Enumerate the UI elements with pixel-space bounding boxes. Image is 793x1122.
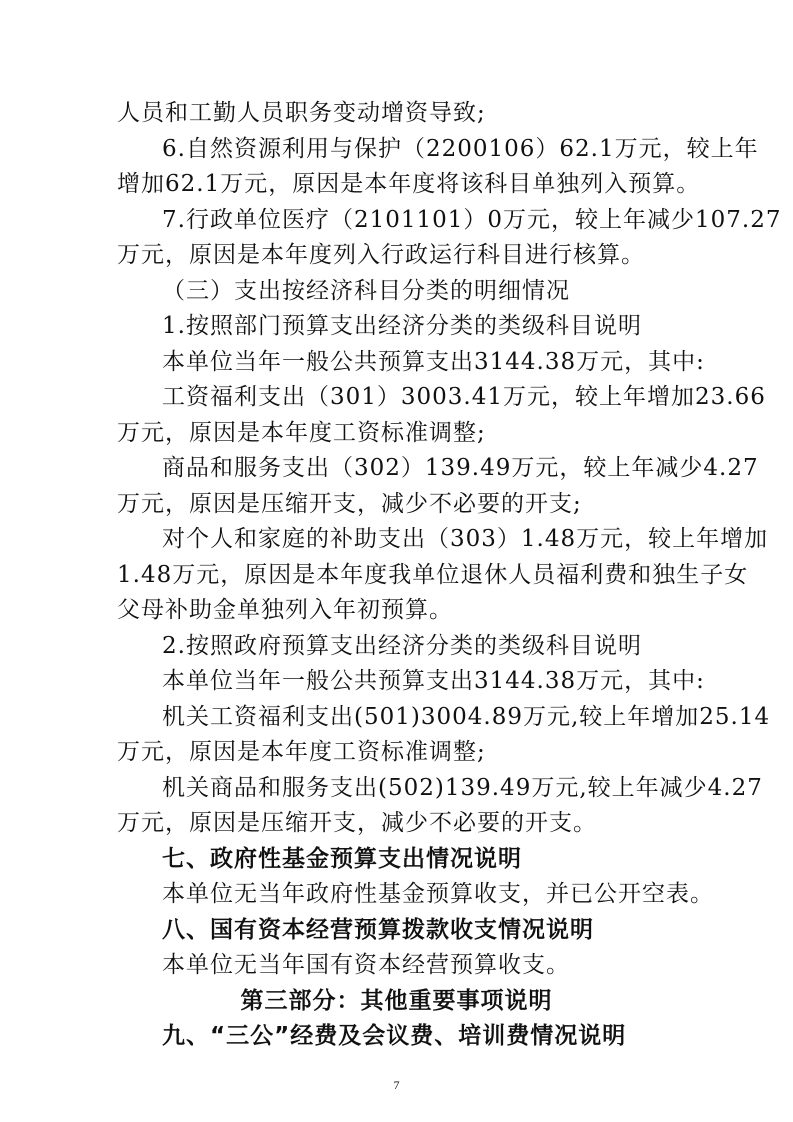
body-line: 本单位当年一般公共预算支出3144.38万元，其中: (162, 349, 705, 375)
body-line: 万元，原因是本年度工资标准调整; (117, 739, 486, 765)
body-line: 万元，原因是压缩开支，减少不必要的开支。 (117, 810, 597, 836)
body-line: 1.按照部门预算支出经济分类的类级科目说明 (162, 313, 642, 339)
body-line: 人员和工勤人员职务变动增资导致; (117, 100, 486, 126)
body-line: 7.行政单位医疗（2101101）0万元，较上年减少107.27 (162, 207, 782, 233)
body-line: 本单位无当年政府性基金预算收支，并已公开空表。 (162, 881, 714, 907)
section-heading: 八、国有资本经营预算拨款收支情况说明 (162, 917, 594, 943)
body-line: 对个人和家庭的补助支出（303）1.48万元，较上年增加 (162, 526, 769, 552)
body-line: 万元，原因是本年度列入行政运行科目进行核算。 (117, 242, 645, 268)
part-heading: 第三部分：其他重要事项说明 (240, 988, 553, 1014)
body-line: 父母补助金单独列入年初预算。 (117, 597, 453, 623)
section-heading: 七、政府性基金预算支出情况说明 (162, 846, 522, 872)
body-line: 增加62.1万元，原因是本年度将该科目单独列入预算。 (117, 171, 701, 197)
body-line: 机关工资福利支出(501)3004.89万元,较上年增加25.14 (162, 704, 771, 730)
page-number: 7 (393, 1078, 400, 1092)
body-line: 本单位无当年国有资本经营预算收支。 (162, 952, 570, 978)
body-line: 万元，原因是本年度工资标准调整; (117, 420, 486, 446)
body-line: 本单位当年一般公共预算支出3144.38万元，其中: (162, 668, 705, 694)
body-line: 1.48万元，原因是本年度我单位退休人员福利费和独生子女 (117, 562, 749, 588)
body-line: 万元，原因是压缩开支，减少不必要的开支; (117, 491, 582, 517)
body-line: 工资福利支出（301）3003.41万元，较上年增加23.66 (162, 384, 766, 410)
body-line: 6.自然资源利用与保护（2200106）62.1万元，较上年 (162, 136, 759, 162)
subsection-heading: （三）支出按经济科目分类的明细情况 (162, 278, 570, 304)
body-line: 商品和服务支出（302）139.49万元，较上年减少4.27 (162, 455, 759, 481)
body-line: 2.按照政府预算支出经济分类的类级科目说明 (162, 633, 642, 659)
body-line: 机关商品和服务支出(502)139.49万元,较上年减少4.27 (162, 775, 763, 801)
section-heading: 九、“三公”经费及会议费、培训费情况说明 (162, 1023, 627, 1049)
